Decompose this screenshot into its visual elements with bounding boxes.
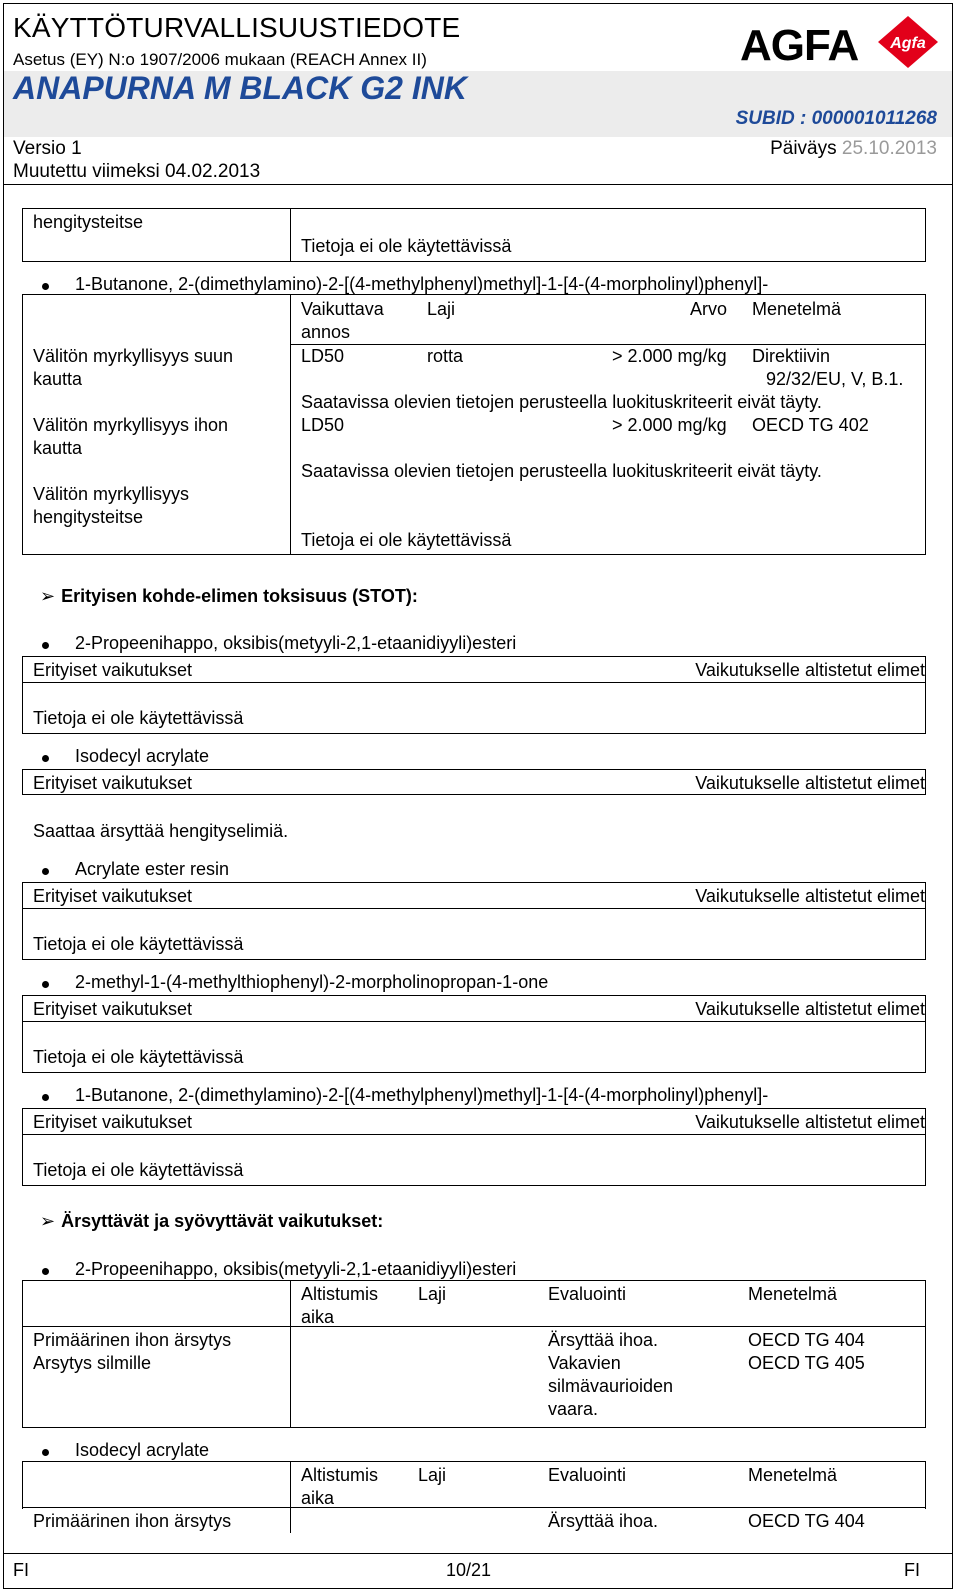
footer-divider (4, 1553, 952, 1554)
stot-col-right: Vaikutukselle altistetut elimet (695, 1112, 925, 1132)
logo-badge-icon (878, 16, 938, 68)
bullet-icon (42, 1449, 49, 1456)
stot-table-header-line (22, 682, 926, 683)
irritation-heading (40, 1211, 383, 1232)
oral-method: Direktiivin (752, 346, 831, 366)
irritation-header-line (22, 1326, 926, 1327)
col-species: Laji (418, 1284, 447, 1304)
irritation-row-eval-2: silmävaurioiden (548, 1376, 674, 1396)
stot-col-right: Vaikutukselle altistetut elimet (695, 660, 925, 680)
bullet-icon (42, 1094, 49, 1101)
stot-col-left: Erityiset vaikutukset (33, 660, 193, 680)
header-divider (4, 184, 952, 185)
irritation-substance-name: Isodecyl acrylate (75, 1440, 210, 1460)
stot-heading (40, 586, 418, 607)
col-method: Menetelmä (748, 1284, 838, 1304)
irritation-table-divider (290, 1280, 291, 1428)
col-method: Menetelmä (748, 1465, 838, 1485)
inhalation-box-divider (290, 208, 291, 262)
irritation-substance-name: 2-Propeenihappo, oksibis(metyyli-2,1-etaanidiyyli)esteri (75, 1259, 517, 1279)
col-method: Menetelmä (752, 299, 842, 319)
oral-label-2: kautta (33, 369, 83, 389)
stot-item-value: Tietoja ei ole käytettävissä (33, 934, 244, 954)
col-agent-2: annos (301, 322, 351, 342)
inhalation-value: Tietoja ei ole käytettävissä (301, 236, 512, 256)
acute-substance-name: 1-Butanone, 2-(dimethylamino)-2-[(4-methylphenyl)methyl]-1-[4-(4-morpholinyl)phenyl]- (75, 274, 769, 294)
arrow-icon: ➢ (40, 1211, 56, 1231)
bullet-icon (42, 283, 49, 290)
agfa-logo (738, 14, 950, 70)
stot-table-header-line (22, 1021, 926, 1022)
stot-col-left: Erityiset vaikutukset (33, 886, 193, 906)
col-exposure: Altistumis (301, 1284, 379, 1304)
arrow-icon: ➢ (40, 586, 56, 606)
bullet-icon (42, 868, 49, 875)
irritation-header-line (22, 1507, 926, 1508)
stot-col-left: Erityiset vaikutukset (33, 773, 193, 793)
stot-col-left: Erityiset vaikutukset (33, 1112, 193, 1132)
irritation-row-method: OECD TG 404 (748, 1330, 865, 1350)
oral-method-2: 92/32/EU, V, B.1. (766, 369, 904, 389)
irritation-row-label: Primäärinen ihon ärsytys (33, 1330, 232, 1350)
footer-left: FI (13, 1560, 29, 1580)
stot-item-name: 2-methyl-1-(4-methylthiophenyl)-2-morpholinopropan-1-one (75, 972, 549, 992)
oral-agent: LD50 (301, 346, 345, 366)
stot-table-header-line (22, 1134, 926, 1135)
acute-tox-table-divider (290, 294, 291, 555)
page-number: 10/21 (446, 1560, 492, 1580)
inhalation-label: hengitysteitse (33, 212, 144, 232)
stot-item-value: Tietoja ei ole käytettävissä (33, 1047, 244, 1067)
stot-col-right: Vaikutukselle altistetut elimet (695, 999, 925, 1019)
irritation-row-label: Primäärinen ihon ärsytys (33, 1511, 232, 1531)
col-species: Laji (427, 299, 456, 319)
inhal-label: Välitön myrkyllisyys (33, 484, 190, 504)
irritation-row-eval: Vakavien (548, 1353, 621, 1373)
col-exposure-2: aika (301, 1307, 335, 1327)
dermal-note: Saatavissa olevien tietojen perusteella luokituskriteerit eivät täyty. (301, 461, 822, 481)
logo-badge-text: Agfa (890, 35, 926, 52)
col-exposure: Altistumis (301, 1465, 379, 1485)
stot-col-right: Vaikutukselle altistetut elimet (695, 773, 925, 793)
subid: SUBID : 000001011268 (735, 108, 937, 129)
bullet-icon (42, 755, 49, 762)
bullet-icon (42, 1268, 49, 1275)
dermal-label-2: kautta (33, 438, 83, 458)
oral-value: > 2.000 mg/kg (612, 346, 727, 366)
acute-header-line (290, 344, 926, 345)
dermal-method: OECD TG 402 (752, 415, 869, 435)
date-value: 25.10.2013 (841, 138, 937, 159)
stot-item-value: Saattaa ärsyttää hengityselimiä. (33, 821, 289, 841)
stot-table-header-line (22, 908, 926, 909)
irritation-row-eval: Ärsyttää ihoa. (548, 1330, 659, 1350)
bullet-icon (42, 642, 49, 649)
col-eval: Evaluointi (548, 1284, 627, 1304)
stot-item-name: Isodecyl acrylate (75, 746, 210, 766)
modified-date: Muutettu viimeksi 04.02.2013 (13, 161, 261, 182)
dermal-value: > 2.000 mg/kg (612, 415, 727, 435)
oral-species: rotta (427, 346, 464, 366)
stot-col-left: Erityiset vaikutukset (33, 999, 193, 1019)
date-label: Päiväys (770, 138, 837, 159)
logo-text: AGFA (740, 21, 859, 70)
irritation-row-method: OECD TG 405 (748, 1353, 865, 1373)
col-species: Laji (418, 1465, 447, 1485)
inhal-value: Tietoja ei ole käytettävissä (301, 530, 512, 550)
stot-item-value: Tietoja ei ole käytettävissä (33, 1160, 244, 1180)
date (770, 138, 937, 160)
stot-col-right: Vaikutukselle altistetut elimet (695, 886, 925, 906)
irritation-row-label: Arsytys silmille (33, 1353, 152, 1373)
col-eval: Evaluointi (548, 1465, 627, 1485)
stot-heading-text: Erityisen kohde-elimen toksisuus (STOT): (61, 586, 418, 606)
dermal-label: Välitön myrkyllisyys ihon (33, 415, 229, 435)
oral-label: Välitön myrkyllisyys suun (33, 346, 234, 366)
bullet-icon (42, 981, 49, 988)
col-value: Arvo (690, 299, 728, 319)
dermal-agent: LD50 (301, 415, 345, 435)
stot-item-name: 2-Propeenihappo, oksibis(metyyli-2,1-etaanidiyyli)esteri (75, 633, 517, 653)
irritation-heading-text: Ärsyttävät ja syövyttävät vaikutukset: (61, 1211, 384, 1231)
product-name: ANAPURNA M BLACK G2 INK (13, 70, 467, 106)
version: Versio 1 (13, 138, 82, 159)
irritation-row-eval-3: vaara. (548, 1399, 599, 1419)
document-regulation: Asetus (EY) N:o 1907/2006 mukaan (REACH Annex II) (13, 50, 427, 69)
irritation-table-divider (290, 1461, 291, 1533)
oral-note: Saatavissa olevien tietojen perusteella luokituskriteerit eivät täyty. (301, 392, 822, 412)
stot-item-value: Tietoja ei ole käytettävissä (33, 708, 244, 728)
irritation-row-eval: Ärsyttää ihoa. (548, 1511, 659, 1531)
footer-right: FI (904, 1560, 920, 1580)
stot-item-name: 1-Butanone, 2-(dimethylamino)-2-[(4-methylphenyl)methyl]-1-[4-(4-morpholinyl)phenyl]- (75, 1085, 769, 1105)
document-title: KÄYTTÖTURVALLISUUSTIEDOTE (13, 12, 461, 43)
stot-item-name: Acrylate ester resin (75, 859, 230, 879)
inhal-label-2: hengitysteitse (33, 507, 144, 527)
col-exposure-2: aika (301, 1488, 335, 1508)
col-agent: Vaikuttava (301, 299, 384, 319)
irritation-row-method: OECD TG 404 (748, 1511, 865, 1531)
